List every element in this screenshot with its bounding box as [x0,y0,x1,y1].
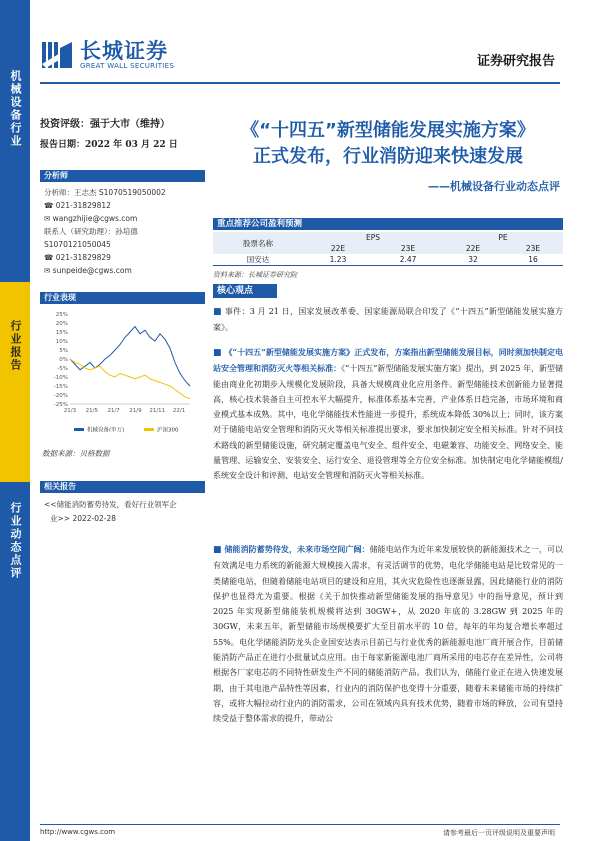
x-tick-label: 22/1 [172,408,186,414]
y-tick-label: 15% [55,330,68,336]
para-event-text: 事件：3 月 21 日，国家发展改革委、国家能源局联合印发了《“十四五”新型储能发展实施方案》。 [213,307,563,333]
para-plan-lead: 《“十四五”新型储能发展实施方案》正式发布，方案指出新型储能发展目标，同时须加快制定电站安全管理和消防灭火等相关标准： [213,347,563,374]
y-tick-label: 20% [55,321,68,327]
year-header: 22E [303,243,373,254]
forecast-table [213,232,563,266]
analyst-line: ☎ 021-31829829 [44,253,111,262]
great-wall-logo-icon [40,38,74,72]
col-pe: PE [443,232,563,243]
analyst-line: 联系人（研究助理）：孙培德 [44,227,138,236]
legend-label: 机械设备(申万) [87,427,125,434]
analyst-line: 分析师：王志杰 S1070519050002 [44,188,166,197]
x-tick-label: 21/3 [63,408,77,414]
doc-type: 证券研究报告 [476,54,555,69]
y-tick-label: -15% [53,384,68,390]
sidebar-middle-label: 行业报告 [9,320,22,372]
para-plan-text: 《“十四五”新型储能发展实施方案》提出，到 2025 年，新型储能由商业化初期步入规模化发展阶段，具备大规模商业化应用条件。新型储能技术创新能力显著提高，核心技术装备自主可控水平大幅提升，标准体系基本完善，产业体系日趋完备，市场环境和商业模式基本成熟。其中，电化学储能技术性能进一步提升，系统成本降低 30%以上；同时，该方案对于储能电站安全管理和消防灭火等相关标准提出要求，要求加快制定安全相关标准。针对不同技术路线的新型储能设施，研究制定覆盖电气安全、组件安全、电磁兼容、功能安全、网络安全、能量管理、运输安全、安装安全、运行安全、退役管理等全方位安全标准。加快制定电化学储能模组/系统安全设计和评测、电站安全管理和消防灭火等相关标准。 [213,364,563,481]
stock-name: 国安达 [246,255,270,264]
investment-rating: 投资评级：强于大市（维持） [40,119,170,130]
legend-swatch [144,428,154,431]
y-tick-label: 25% [55,312,68,318]
year-header: 23E [503,243,563,254]
table-cell: 16 [528,255,538,264]
para-market-lead: 储能消防蓄势待发，未来市场空间广阔： [224,544,370,554]
analyst-line[interactable]: ✉ sunpeide@cgws.com [44,266,132,275]
y-tick-label: 0% [59,357,68,363]
footer-url[interactable]: http://www.cgws.com [40,828,116,836]
table-cell: 32 [468,255,478,264]
legend-swatch [74,428,84,431]
forecast-header: 重点推荐公司盈利预测 [213,218,563,230]
report-title [213,118,563,170]
related-report-line-2: 业>> 2022-02-28 [50,514,117,523]
analyst-line: ☎ 021-31829812 [44,201,111,210]
y-tick-label: -10% [53,375,68,381]
table-row [213,254,563,266]
year-header: 22E [443,243,503,254]
footer-divider [40,824,560,825]
bullet-icon: ■ [213,348,225,358]
para-plan [213,345,563,484]
logo-en: GREAT WALL SECURITIES [80,62,175,70]
y-tick-label: 5% [59,348,68,354]
sidebar [0,0,30,841]
related-header: 相关报告 [40,481,205,493]
related-report-line-1[interactable]: <<储能消防蓄势待发，看好行业领军企 [44,500,177,509]
analyst-header: 分析师 [40,170,205,182]
y-tick-label: 10% [55,339,68,345]
col-stock-name: 股票名称 [213,232,303,254]
logo-cn: 长城证券 [80,39,168,63]
col-eps: EPS [303,232,443,243]
year-header: 23E [373,243,443,254]
sidebar-middle [0,282,30,482]
table-cell: 2.47 [399,255,417,264]
analyst-line: S1070121050045 [44,240,111,249]
x-tick-label: 21/11 [149,408,166,414]
para-event [213,304,563,336]
x-tick-label: 21/9 [129,408,142,414]
sidebar-top-label: 机械设备行业 [9,70,22,148]
analyst-line[interactable]: ✉ wangzhijie@cgws.com [44,214,138,223]
y-tick-label: -20% [53,393,68,399]
sidebar-top [0,0,30,282]
legend-label: 沪深300 [157,427,179,434]
header-divider [40,82,560,84]
x-tick-label: 21/5 [85,408,98,414]
title-line-1: 《“十四五”新型储能发展实施方案》 [241,120,535,141]
bullet-icon: ■ [213,545,225,555]
report-subtitle: ——机械设备行业动态点评 [428,180,560,193]
x-tick-label: 21/7 [107,408,120,414]
trend-source: 数据来源：贝格数据 [42,449,110,458]
y-tick-label: -25% [53,402,68,408]
table-cell: 1.23 [329,255,347,264]
company-logo [40,38,174,72]
series-line-1 [70,359,190,399]
core-header: 核心观点 [213,284,277,298]
forecast-source: 资料来源：长城证券研究院 [213,271,297,279]
analyst-info [44,186,204,277]
trend-header: 行业表现 [40,292,205,304]
report-date: 报告日期：2022 年 03 月 22 日 [40,140,178,150]
footer-disclaimer: 请参考最后一页评级说明及重要声明 [443,829,555,837]
sidebar-bottom-label: 行业动态点评 [9,502,22,580]
para-market [213,542,563,727]
para-market-text: 储能电站作为近年来发展较快的新能源技术之一，可以有效满足电力系统的新能源大规模接入需求，有灵活调节的优势，电化学储能电站是比较常见的一类储能电站，但随着储能电站项目的建设和应用，其火灾危险性也逐渐显露，因此储能行业的消防保护也显得尤为重要。根据《关于加快推动新型储能发展的指导意见》中的指导意见，预计到 2025 年实现新型储能装机规模将达到 30GW+，从 2020 年底的 3.28GW 到 2025 年的 30GW，未来五年，新型储能市场规模要扩大至目前水平的 10 倍，每年的年均复合增长率超过 55%。电化学储能消防龙头企业国安达表示目前已与行业优秀的新能源电池厂商开展合作，目前储能消防产品正在进行小批量试点应用。由于每家新能源电池厂商所采用的电芯存在差异性，公司将根据各厂家电芯的不同特性研发生产不同的储能消防产品。我们认为，储能行业正在进入快速发展期，由于其电池产品特性等因素，行业内的消防保护也变得十分重要，随着未来储能市场的持续扩容，或将大幅拉动行业内的消防需求，公司在领域内具有技术优势，随着市场的释放，公司有望持续受益于整体需求的提升，带动公 [213,545,564,724]
title-line-2: 正式发布，行业消防迎来快速发展 [253,146,523,167]
sidebar-bottom [0,482,30,841]
industry-trend-chart [40,308,205,443]
forecast-table-wrap [213,232,563,266]
y-tick-label: -5% [57,366,68,372]
bullet-icon: ■ [213,307,225,317]
